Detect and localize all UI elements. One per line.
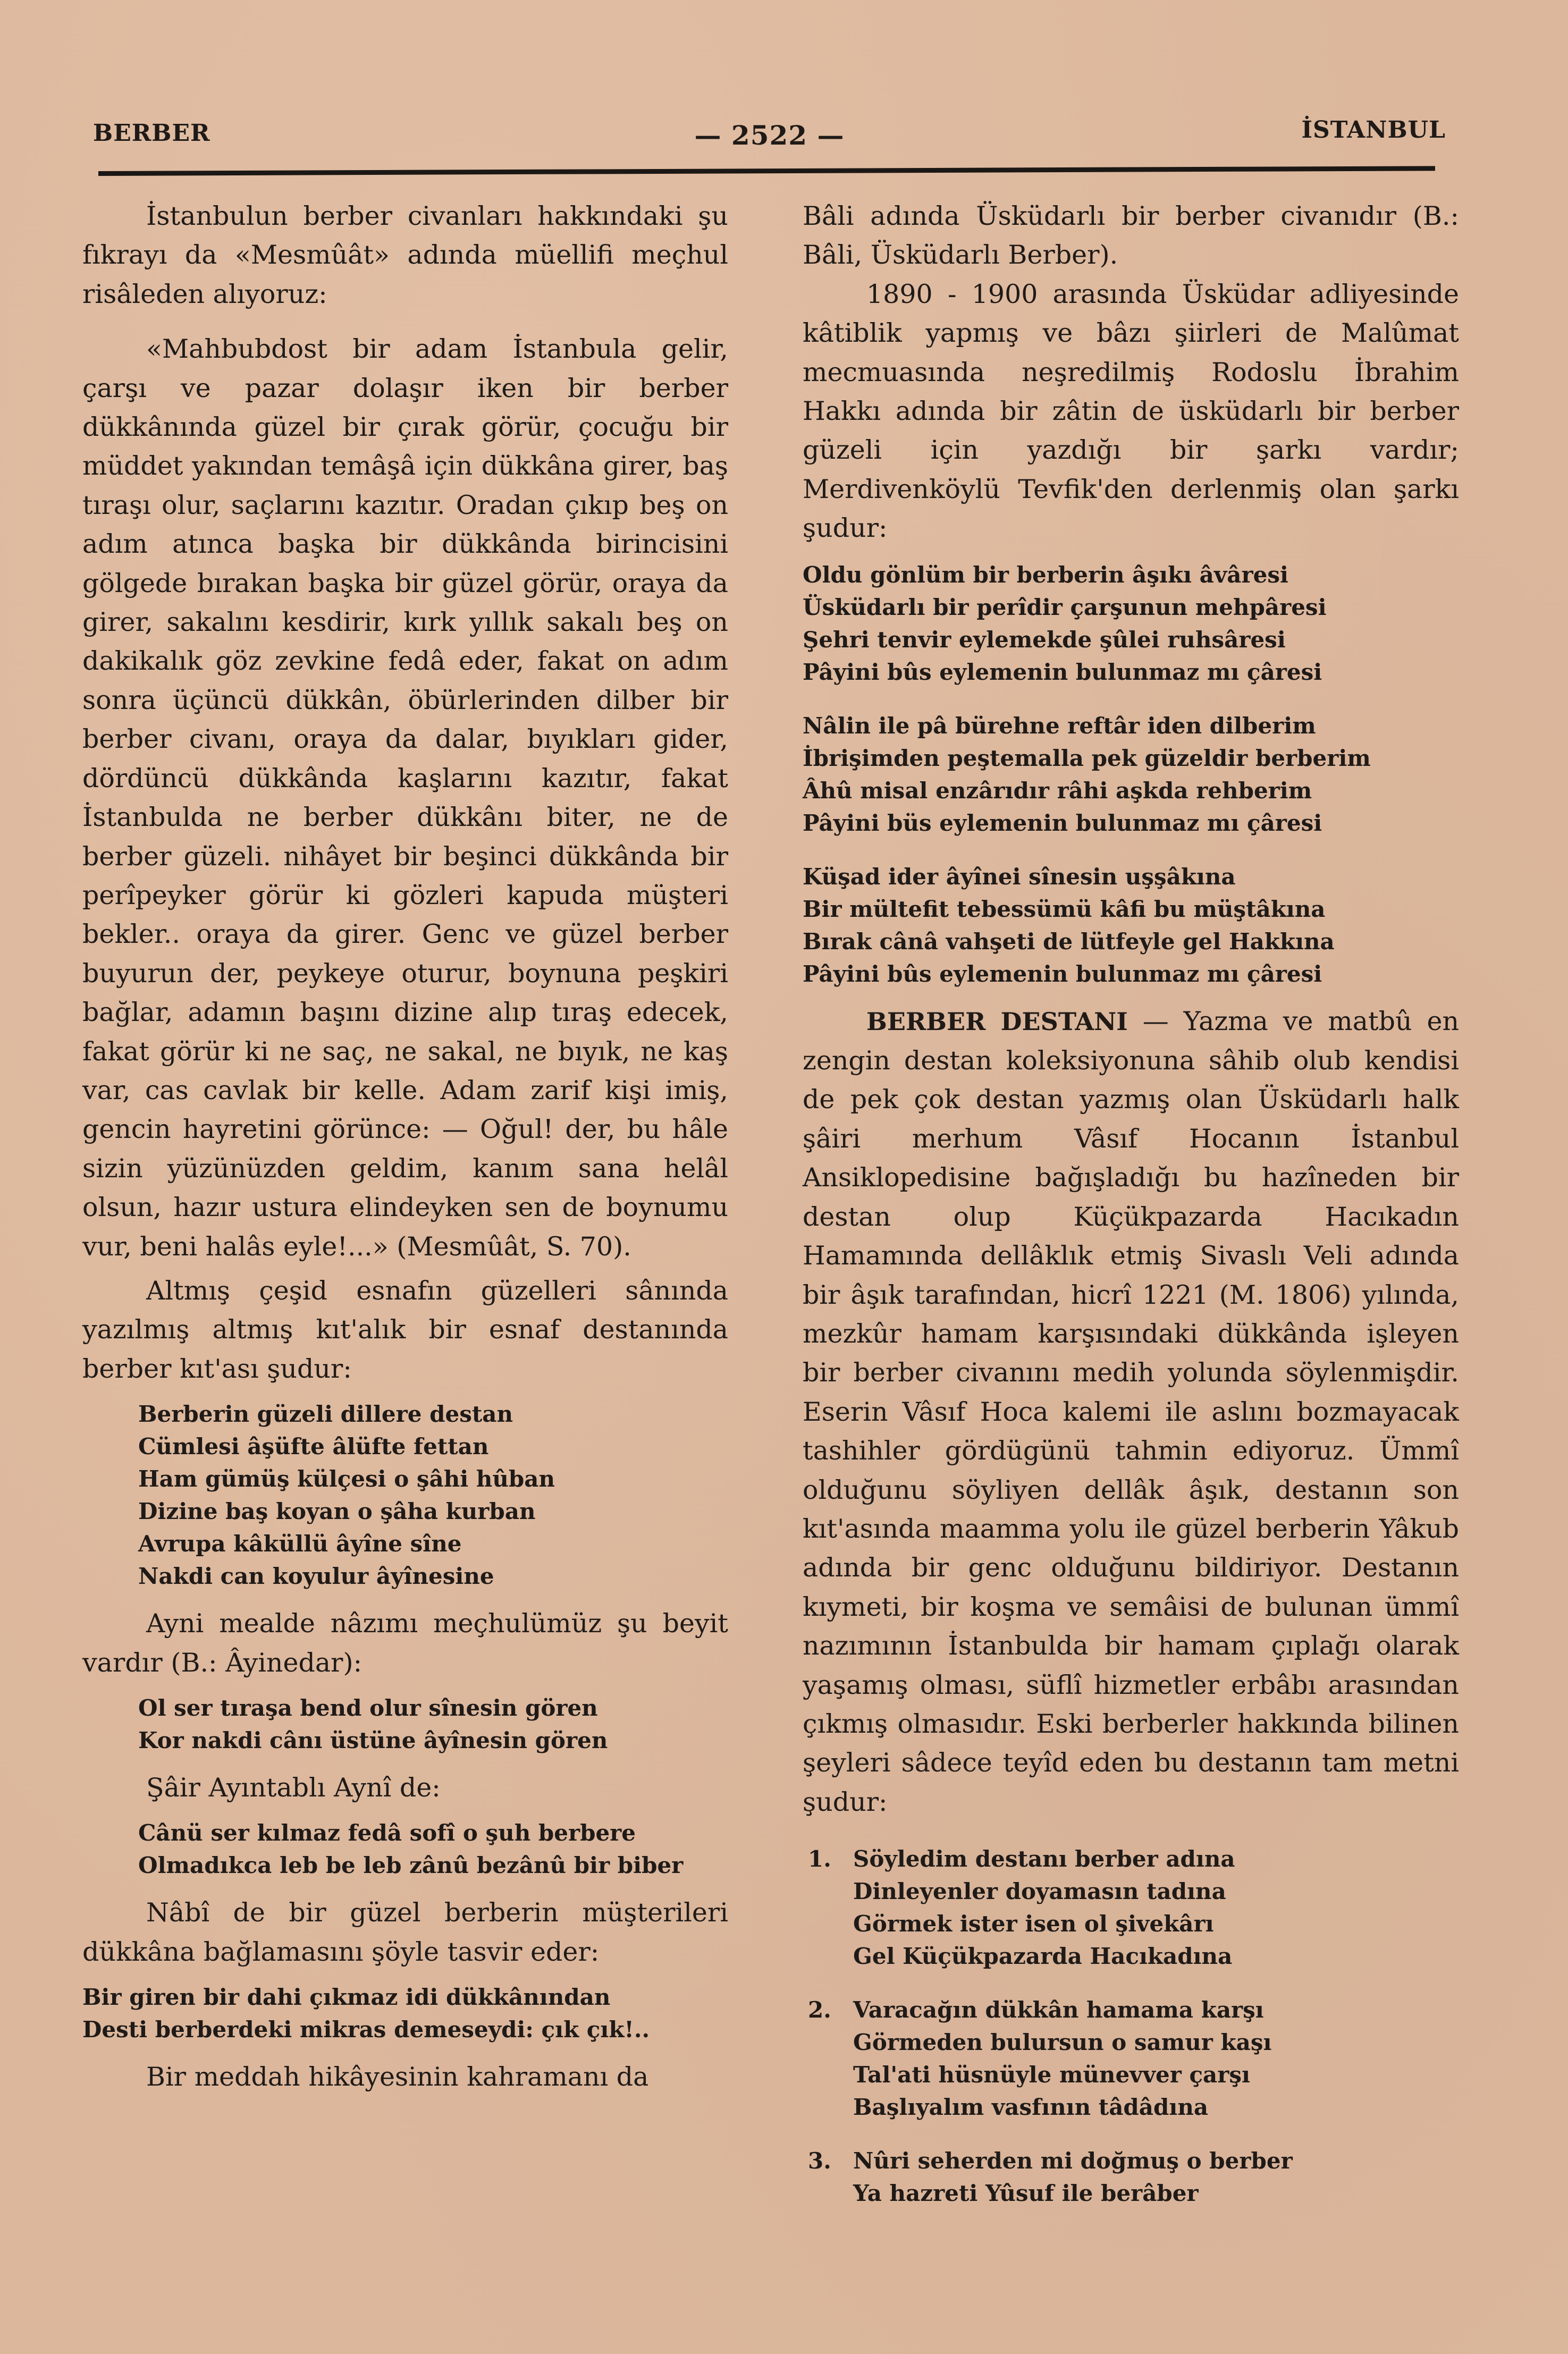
song-stanza xyxy=(803,559,1459,688)
paragraph: 1890 - 1900 arasında Üsküdar adliyesinde kâtiblik yapmış ve bâzı şiirleri de Malûmat mecmuasında neşredilmiş Rodoslu İbrahim Hakkı adında bir zâtin de üsküdarlı bir berber güzeli için yazdığı bir şarkı vardır; Merdivenköylü Tevfik'den derlenmiş olan şarkı şudur: xyxy=(803,279,1459,544)
verse-line: Gel Küçükpazarda Hacıkadına xyxy=(853,1943,1233,1970)
verse-line: Söyledim destanı berber adına xyxy=(853,1846,1235,1872)
verse-line: Ya hazreti Yûsuf ile berâber xyxy=(853,2180,1199,2207)
entry-dash: — xyxy=(1127,1006,1184,1036)
verse-line: Desti berberdeki mikras demeseydi: çık çık!.. xyxy=(82,2016,650,2043)
verse-line: Görmeden bulursun o samur kaşı xyxy=(853,2029,1272,2056)
destan-stanza xyxy=(803,2145,1459,2209)
verse-line: Cânü ser kılmaz fedâ sofî o şuh berbere xyxy=(138,1820,636,1846)
anecdote-paragraph: «Mahbubdost bir adam İstanbula gelir, çarşı ve pazar dolaşır iken bir berber dükkânında güzel bir çırak görür, çocuğu bir müddet yakından temâşâ için dükkâna girer, baş tıraşı olur, saçlarını kazıtır. Oradan çıkıp beş on adım atınca başka bir dükkânda birincisini gölgede bırakan başka bir güzel görür, oraya da girer, sakalını kesdirir, kırk yıllık sakalı beş on dakikalık göz zevkine fedâ eder, fakat on adım sonra üçüncü dükkân, öbürlerinden dilber bir berber civanı, oraya da dalar, bıyıkları gider, dördüncü dükkânda kaşlarını kazıtır, fakat İstanbulda ne berber dükkânı biter, ne de berber güzeli. nihâyet bir beşinci dükkânda bir perîpeyker görür ki gözleri kapuda müşteri bekler.. oraya da girer. Genc ve güzel berber buyurun der, peykeye oturur, boynuna peşkiri bağlar, adamın başını dizine alıp tıraş edecek, fakat görür ki ne saç, ne sakal, ne bıyık, ne kaş var, cas cavlak bir kelle. Adam zarif kişi imiş, gencin hayretini görünce: — Oğul! der, bu hâle sizin yüzünüzden geldim, kanım sana helâl olsun, hazır ustura elindeyken sen de boynumu vur, beni halâs eyle!...» (Mesmûât, S. 70). xyxy=(82,334,728,1262)
page-number: — 2522 — xyxy=(694,120,845,151)
verse-line: Küşad ider âyînei sînesin uşşâkına xyxy=(803,863,1236,890)
header-volume-title: İSTANBUL xyxy=(1301,116,1446,144)
verse-line: Üsküdarlı bir perîdir çarşunun mehpâresi xyxy=(803,594,1327,620)
paragraph: Nâbî de bir güzel berberin müşterileri dükkâna bağlamasını şöyle tasvir eder: xyxy=(82,1897,728,1967)
verse-line: Nâlin ile pâ bürehne reftâr iden dilberim xyxy=(803,712,1316,739)
verse-line: Bir giren bir dahi çıkmaz idi dükkânından xyxy=(82,1984,611,2011)
verse-line: İbrişimden peştemalla pek güzeldir berberim xyxy=(803,745,1371,771)
paragraph: Şâir Ayıntablı Aynî de: xyxy=(146,1773,441,1803)
verse-line: Dizine baş koyan o şâha kurban xyxy=(138,1498,536,1525)
paragraph: Ayni mealde nâzımı meçhulümüz şu beyit vardır (B.: Âyinedar): xyxy=(82,1608,728,1678)
verse-line: Cümlesi âşüfte âlüfte fettan xyxy=(138,1433,489,1460)
paragraph: Altmış çeşid esnafın güzelleri sânında yazılmış altmış kıt'alık bir esnaf destanında berber kıt'ası şudur: xyxy=(82,1275,728,1384)
running-header xyxy=(93,116,1446,157)
header-entry-title: BERBER xyxy=(93,120,210,147)
verse-line: Görmek ister isen ol şivekârı xyxy=(853,1911,1214,1937)
song-stanza xyxy=(803,710,1459,839)
verse-line: Başlıyalım vasfının tâdâdına xyxy=(853,2094,1209,2121)
verse-line: Tal'ati hüsnüyle münevver çarşı xyxy=(853,2062,1250,2088)
verse-line: Pâyini büs eylemenin bulunmaz mı çâresi xyxy=(803,809,1322,836)
verse-line: Avrupa kâküllü âyîne sîne xyxy=(138,1531,462,1557)
verse-line: Kor nakdi cânı üstüne âyînesin gören xyxy=(138,1727,608,1753)
entry-paragraph xyxy=(803,1002,1459,1822)
paragraph: İstanbulun berber civanları hakkındaki şu fıkrayı da «Mesmûât» adında müellifi meçhul risâleden alıyoruz: xyxy=(82,201,728,309)
verse-block xyxy=(138,1692,728,1757)
verse-line: Bir mültefit tebessümü kâfi bu müştâkına xyxy=(803,896,1326,922)
destan-stanza xyxy=(803,1994,1459,2123)
verse-line: Ol ser tıraşa bend olur sînesin gören xyxy=(138,1695,598,1721)
entry-body: Yazma ve matbû en zengin destan koleksiyonuna sâhib olub kendisi de pek çok destan yazmış olan Üsküdarlı halk şâiri merhum Vâsıf Hocanın İstanbul Ansiklopedisine bağışladığı bu hazîneden bir destan olup Küçükpazarda Hacıkadın Hamamında dellâklık etmiş Sivaslı Veli adında bir âşık tarafından, hicrî 1221 (M. 1806) yılında, mezkûr hamam karşısındaki dükkânda işleyen bir berber civanını medih yolunda söylenmişdir. Eserin Vâsıf Hoca kalemi ile aslını bozmayacak tashihler gördügünü tahmin ediyoruz. Ümmî olduğunu söyliyen dellâk âşık, destanın son kıt'asında maamma yolu ile güzel berberin Yâkub adında bir genc olduğunu bildiriyor. Destanın kıymeti, bir koşma ve semâisi de bulunan ümmî nazımının İstanbulda bir hamam çıplağı olarak yaşamış olması, süflî hizmetler erbâbı arasından çıkmış olmasıdır. Eski berberler hakkında bilinen şeyleri sâdece teyîd eden bu destanın tam metni şudur: xyxy=(803,1006,1459,1817)
header-rule xyxy=(98,166,1435,176)
verse-line: Dinleyenler doyamasın tadına xyxy=(853,1878,1226,1905)
verse-line: Oldu gönlüm bir berberin âşıkı âvâresi xyxy=(803,561,1288,588)
paragraph: Bâli adında Üsküdarlı bir berber civanıdır (B.: Bâli, Üsküdarlı Berber). xyxy=(803,201,1459,271)
song-block xyxy=(803,559,1459,990)
stanza-number: 3. xyxy=(808,2148,831,2174)
verse-block xyxy=(82,1981,728,2046)
verse-line: Berberin güzeli dillere destan xyxy=(138,1401,513,1428)
verse-block xyxy=(138,1398,728,1592)
entry-heading: BERBER DESTANI xyxy=(866,1007,1128,1036)
verse-line: Pâyini bûs eylemenin bulunmaz mı çâresi xyxy=(803,659,1322,685)
destan-stanza xyxy=(803,1843,1459,1972)
right-column xyxy=(803,197,1459,2231)
verse-line: Nûri seherden mi doğmuş o berber xyxy=(853,2148,1293,2174)
stanza-number: 1. xyxy=(808,1846,831,1872)
stanza-number: 2. xyxy=(808,1997,831,2023)
left-column xyxy=(82,197,728,2097)
song-stanza xyxy=(803,860,1459,990)
verse-line: Şehri tenvir eylemekde şûlei ruhsâresi xyxy=(803,626,1286,653)
verse-line: Pâyini bûs eylemenin bulunmaz mı çâresi xyxy=(803,960,1322,987)
verse-block xyxy=(138,1817,728,1881)
verse-line: Olmadıkca leb be leb zânû bezânû bir biber xyxy=(138,1852,684,1879)
verse-line: Bırak cânâ vahşeti de lütfeyle gel Hakkına xyxy=(803,928,1335,955)
verse-line: Ham gümüş külçesi o şâhi hûban xyxy=(138,1466,555,1492)
verse-line: Varacağın dükkân hamama karşı xyxy=(853,1997,1264,2023)
verse-line: Âhû misal enzârıdır râhi aşkda rehberim xyxy=(803,777,1312,804)
paragraph: Bir meddah hikâyesinin kahramanı da xyxy=(146,2062,649,2093)
verse-line: Nakdi can koyulur âyînesine xyxy=(138,1563,494,1590)
